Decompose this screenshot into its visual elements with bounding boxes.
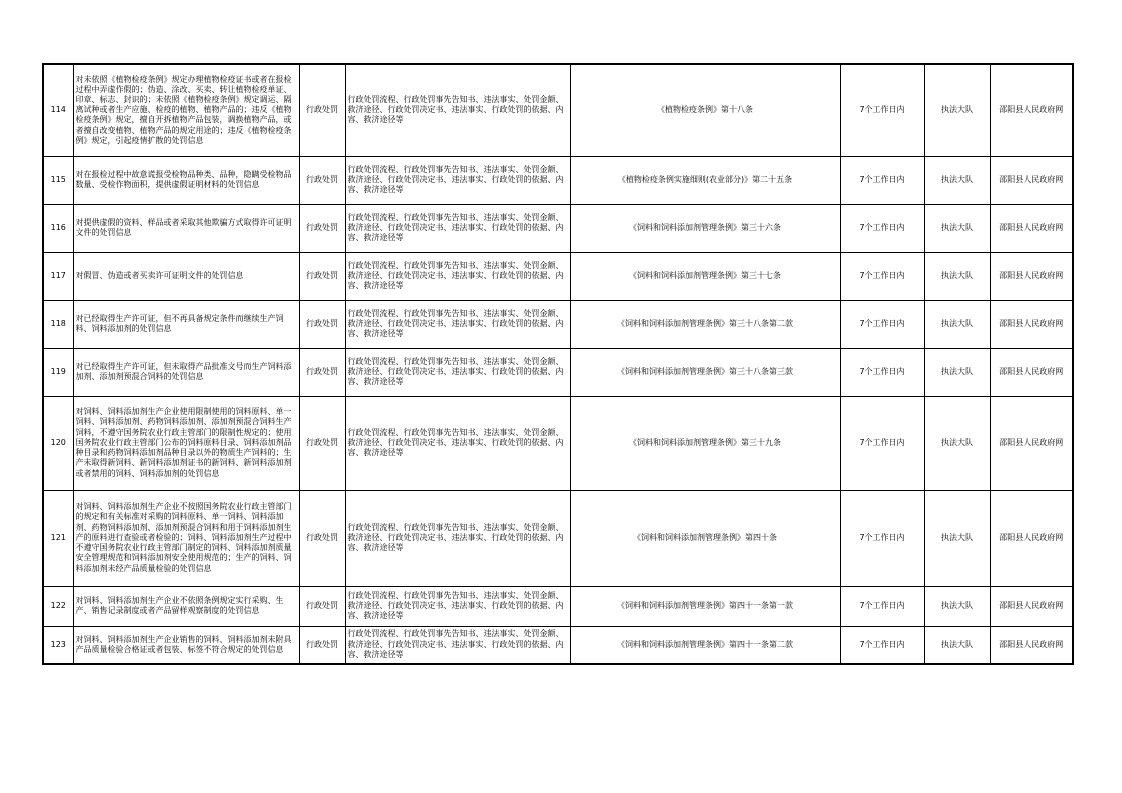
item-name: 对饲料、饲料添加剂生产企业不依照条例规定实行采购、生产、销售记录制度或者产品留样观察制度的处罚信息 bbox=[73, 586, 299, 626]
disclosure-content: 行政处罚流程、行政处罚事先告知书、违法事实、处罚金额、救济途径、行政处罚决定书、违法事实、行政处罚的依据、内容、救济途径等 bbox=[345, 396, 570, 490]
publish-site: 邵阳县人民政府网 bbox=[990, 252, 1073, 300]
item-category: 行政处罚 bbox=[299, 204, 345, 252]
row-number: 118 bbox=[43, 300, 73, 348]
row-number: 119 bbox=[43, 348, 73, 396]
item-name: 对提供虚假的资料、样品或者采取其他欺骗方式取得许可证明文件的处罚信息 bbox=[73, 204, 299, 252]
row-number: 117 bbox=[43, 252, 73, 300]
table-row bbox=[43, 64, 1073, 156]
department: 执法大队 bbox=[924, 156, 990, 204]
item-category: 行政处罚 bbox=[299, 490, 345, 586]
table-body bbox=[43, 64, 1073, 664]
table-row bbox=[43, 626, 1073, 664]
department: 执法大队 bbox=[924, 252, 990, 300]
department: 执法大队 bbox=[924, 64, 990, 156]
time-limit: 7个工作日内 bbox=[840, 396, 924, 490]
table-row bbox=[43, 586, 1073, 626]
item-category: 行政处罚 bbox=[299, 348, 345, 396]
legal-basis: 《饲料和饲料添加剂管理条例》第三十九条 bbox=[570, 396, 840, 490]
table-row bbox=[43, 204, 1073, 252]
time-limit: 7个工作日内 bbox=[840, 64, 924, 156]
row-number: 114 bbox=[43, 64, 73, 156]
item-category: 行政处罚 bbox=[299, 252, 345, 300]
table-row bbox=[43, 300, 1073, 348]
row-number: 121 bbox=[43, 490, 73, 586]
table-row bbox=[43, 348, 1073, 396]
row-number: 116 bbox=[43, 204, 73, 252]
department: 执法大队 bbox=[924, 490, 990, 586]
disclosure-content: 行政处罚流程、行政处罚事先告知书、违法事实、处罚金额、救济途径、行政处罚决定书、违法事实、行政处罚的依据、内容、救济途径等 bbox=[345, 64, 570, 156]
time-limit: 7个工作日内 bbox=[840, 156, 924, 204]
item-category: 行政处罚 bbox=[299, 300, 345, 348]
legal-basis: 《饲料和饲料添加剂管理条例》第三十六条 bbox=[570, 204, 840, 252]
item-name: 对假冒、伪造或者买卖许可证明文件的处罚信息 bbox=[73, 252, 299, 300]
row-number: 120 bbox=[43, 396, 73, 490]
department: 执法大队 bbox=[924, 204, 990, 252]
time-limit: 7个工作日内 bbox=[840, 300, 924, 348]
disclosure-content: 行政处罚流程、行政处罚事先告知书、违法事实、处罚金额、救济途径、行政处罚决定书、违法事实、行政处罚的依据、内容、救济途径等 bbox=[345, 490, 570, 586]
publish-site: 邵阳县人民政府网 bbox=[990, 300, 1073, 348]
table-row bbox=[43, 156, 1073, 204]
department: 执法大队 bbox=[924, 396, 990, 490]
disclosure-content: 行政处罚流程、行政处罚事先告知书、违法事实、处罚金额、救济途径、行政处罚决定书、违法事实、行政处罚的依据、内容、救济途径等 bbox=[345, 348, 570, 396]
row-number: 115 bbox=[43, 156, 73, 204]
legal-basis: 《饲料和饲料添加剂管理条例》第四十条 bbox=[570, 490, 840, 586]
time-limit: 7个工作日内 bbox=[840, 586, 924, 626]
item-name: 对饲料、饲料添加剂生产企业销售的饲料、饲料添加剂未附具产品质量检验合格证或者包装、标签不符合规定的处罚信息 bbox=[73, 626, 299, 664]
legal-basis: 《植物检疫条例》第十八条 bbox=[570, 64, 840, 156]
time-limit: 7个工作日内 bbox=[840, 490, 924, 586]
table-row bbox=[43, 490, 1073, 586]
item-category: 行政处罚 bbox=[299, 396, 345, 490]
item-category: 行政处罚 bbox=[299, 626, 345, 664]
time-limit: 7个工作日内 bbox=[840, 626, 924, 664]
disclosure-content: 行政处罚流程、行政处罚事先告知书、违法事实、处罚金额、救济途径、行政处罚决定书、违法事实、行政处罚的依据、内容、救济途径等 bbox=[345, 252, 570, 300]
disclosure-content: 行政处罚流程、行政处罚事先告知书、违法事实、处罚金额、救济途径、行政处罚决定书、违法事实、行政处罚的依据、内容、救济途径等 bbox=[345, 156, 570, 204]
department: 执法大队 bbox=[924, 626, 990, 664]
legal-basis: 《植物检疫条例实施细则(农业部分)》第二十五条 bbox=[570, 156, 840, 204]
table-row bbox=[43, 252, 1073, 300]
item-category: 行政处罚 bbox=[299, 586, 345, 626]
row-number: 122 bbox=[43, 586, 73, 626]
time-limit: 7个工作日内 bbox=[840, 348, 924, 396]
department: 执法大队 bbox=[924, 348, 990, 396]
item-name: 对在报检过程中故意谎报受检物品种类、品种，隐瞒受检物品数量、受检作物面积，提供虚假证明材料的处罚信息 bbox=[73, 156, 299, 204]
item-category: 行政处罚 bbox=[299, 64, 345, 156]
publish-site: 邵阳县人民政府网 bbox=[990, 156, 1073, 204]
disclosure-content: 行政处罚流程、行政处罚事先告知书、违法事实、处罚金额、救济途径、行政处罚决定书、违法事实、行政处罚的依据、内容、救济途径等 bbox=[345, 586, 570, 626]
item-name: 对未依照《植物检疫条例》规定办理植物检疫证书或者在报检过程中弄虚作假的；伪造、涂改、买卖、转让植物检疫单证、印章、标志、封识的；未依照《植物检疫条例》规定调运、隔离试种或者生产应施、检疫的植物、植物产品的；违反《植物检疫条例》规定，擅自开拆植物产品包装，调换植物产品，或者擅自改变植物、植物产品的规定用途的；违反《植物检疫条例》规定，引起疫情扩散的处罚信息 bbox=[73, 64, 299, 156]
publish-site: 邵阳县人民政府网 bbox=[990, 348, 1073, 396]
item-name: 对已经取得生产许可证，但未取得产品批准文号而生产饲料添加剂、添加剂预混合饲料的处罚信息 bbox=[73, 348, 299, 396]
legal-basis: 《饲料和饲料添加剂管理条例》第三十八条第三款 bbox=[570, 348, 840, 396]
legal-basis: 《饲料和饲料添加剂管理条例》第三十七条 bbox=[570, 252, 840, 300]
publish-site: 邵阳县人民政府网 bbox=[990, 626, 1073, 664]
time-limit: 7个工作日内 bbox=[840, 252, 924, 300]
row-number: 123 bbox=[43, 626, 73, 664]
item-category: 行政处罚 bbox=[299, 156, 345, 204]
disclosure-table bbox=[42, 63, 1074, 665]
department: 执法大队 bbox=[924, 300, 990, 348]
disclosure-content: 行政处罚流程、行政处罚事先告知书、违法事实、处罚金额、救济途径、行政处罚决定书、违法事实、行政处罚的依据、内容、救济途径等 bbox=[345, 204, 570, 252]
legal-basis: 《饲料和饲料添加剂管理条例》第三十八条第二款 bbox=[570, 300, 840, 348]
department: 执法大队 bbox=[924, 586, 990, 626]
publish-site: 邵阳县人民政府网 bbox=[990, 586, 1073, 626]
item-name: 对饲料、饲料添加剂生产企业不按照国务院农业行政主管部门的规定和有关标准对采购的饲料原料、单一饲料、饲料添加剂、药物饲料添加剂、添加剂预混合饲料和用于饲料添加剂生产的原料进行查验或者检验的；饲料、饲料添加剂生产过程中不遵守国务院农业行政主管部门制定的饲料、饲料添加剂质量安全管理规范和饲料添加剂安全使用规范的；生产的饲料、饲料添加剂未经产品质量检验的处罚信息 bbox=[73, 490, 299, 586]
time-limit: 7个工作日内 bbox=[840, 204, 924, 252]
legal-basis: 《饲料和饲料添加剂管理条例》第四十一条第一款 bbox=[570, 586, 840, 626]
table-row bbox=[43, 396, 1073, 490]
publish-site: 邵阳县人民政府网 bbox=[990, 204, 1073, 252]
disclosure-content: 行政处罚流程、行政处罚事先告知书、违法事实、处罚金额、救济途径、行政处罚决定书、违法事实、行政处罚的依据、内容、救济途径等 bbox=[345, 300, 570, 348]
publish-site: 邵阳县人民政府网 bbox=[990, 64, 1073, 156]
item-name: 对饲料、饲料添加剂生产企业使用限制使用的饲料原料、单一饲料、饲料添加剂、药物饲料添加剂、添加剂预混合饲料生产饲料，不遵守国务院农业行政主管部门的限制性规定的；使用国务院农业行政主管部门公布的饲料原料目录、饲料添加剂品种目录和药物饲料添加剂品种目录以外的物质生产饲料的；生产未取得新饲料、新饲料添加剂证书的新饲料、新饲料添加剂或者禁用的饲料、饲料添加剂的处罚信息 bbox=[73, 396, 299, 490]
publish-site: 邵阳县人民政府网 bbox=[990, 490, 1073, 586]
legal-basis: 《饲料和饲料添加剂管理条例》第四十一条第二款 bbox=[570, 626, 840, 664]
disclosure-content: 行政处罚流程、行政处罚事先告知书、违法事实、处罚金额、救济途径、行政处罚决定书、违法事实、行政处罚的依据、内容、救济途径等 bbox=[345, 626, 570, 664]
publish-site: 邵阳县人民政府网 bbox=[990, 396, 1073, 490]
item-name: 对已经取得生产许可证，但不再具备规定条件而继续生产饲料、饲料添加剂的处罚信息 bbox=[73, 300, 299, 348]
